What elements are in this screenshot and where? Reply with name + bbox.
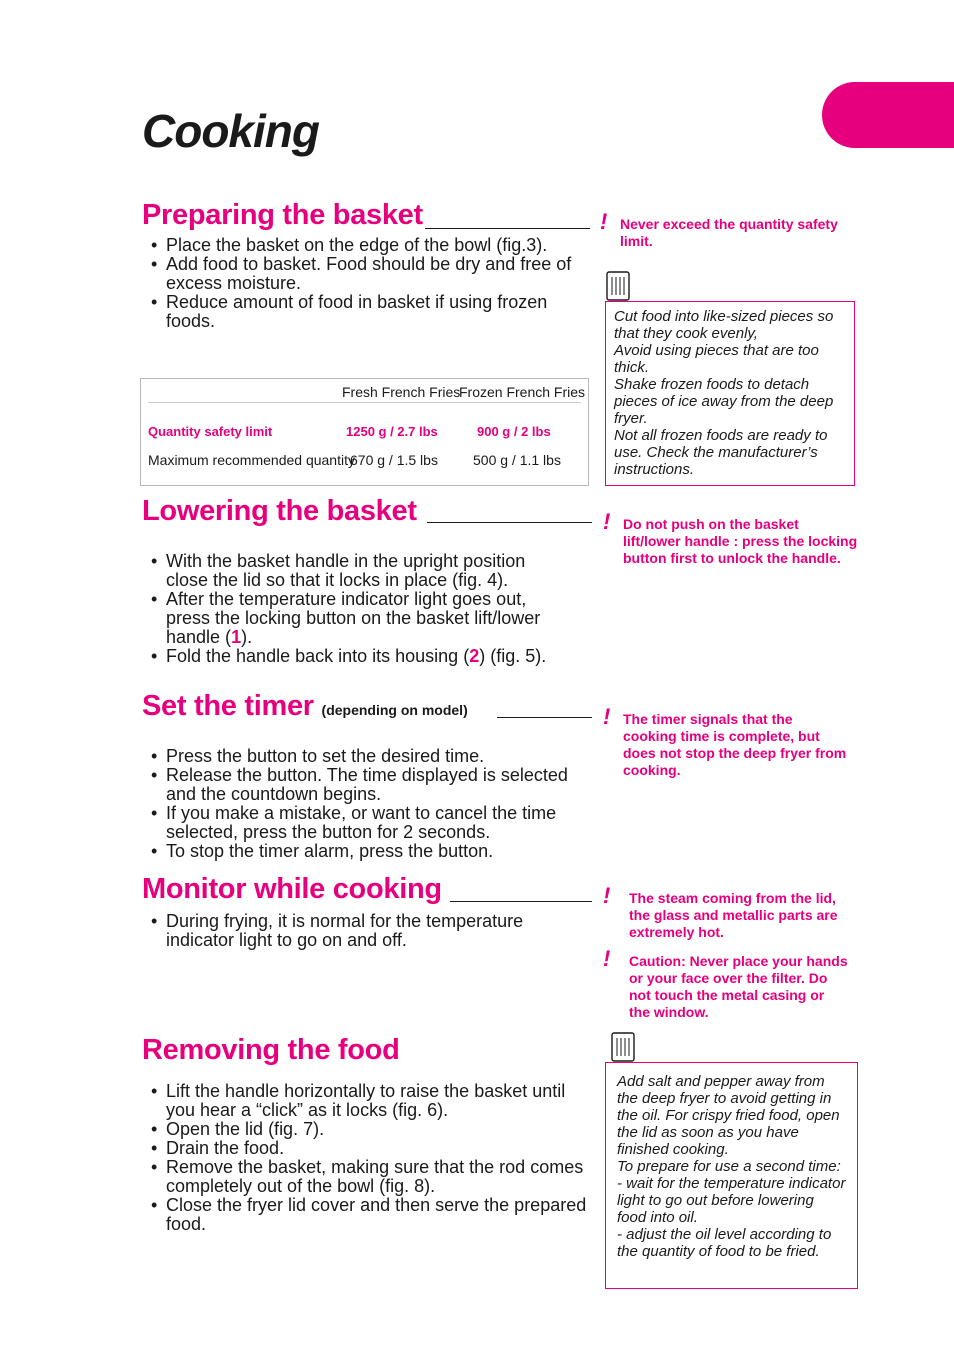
warning-caution: Caution: Never place your hands or your face over the filter. Do not touch the metal casing or the window. [629, 953, 848, 1020]
exclamation-icon: ! [600, 209, 608, 234]
list-item [142, 1196, 587, 1234]
heading-preparing: Preparing the basket [142, 199, 423, 231]
preparing-list [142, 236, 587, 331]
tip-line: To prepare for use a second time: [617, 1158, 841, 1175]
list-item [142, 1139, 587, 1158]
list-item [142, 766, 582, 804]
list-item-text: To stop the timer alarm, press the button. [166, 841, 494, 861]
list-item [142, 552, 562, 590]
column-header-fresh: Fresh French Fries [342, 384, 461, 400]
list-item [142, 590, 562, 647]
list-item-text: Lift the handle horizontally to raise the basket until you hear a “click” as it locks (fig. 6). [166, 1081, 566, 1120]
list-item [142, 236, 587, 255]
list-item [142, 842, 582, 861]
list-item-text: Add food to basket. Food should be dry and free of excess moisture. [166, 254, 572, 293]
monitor-list [142, 912, 590, 950]
notepad-icon [611, 1032, 635, 1062]
safety-fresh-value: 1250 g / 2.7 lbs [346, 424, 438, 439]
column-header-frozen: Frozen French Fries [459, 384, 586, 400]
exclamation-icon: ! [603, 946, 611, 971]
tip-line: Not all frozen foods are ready to use. Check the manufacturer’s instructions. [614, 427, 828, 478]
list-item-text: After the temperature indicator light goes out, press the locking button on the basket lift/lower handle ( [166, 589, 541, 647]
list-item [142, 1082, 587, 1120]
list-item-text: Close the fryer lid cover and then serve the prepared food. [166, 1195, 587, 1234]
list-item-text: Drain the food. [166, 1138, 285, 1158]
list-item [142, 912, 590, 950]
tip-box-cutting [605, 301, 855, 486]
list-item-text: Open the lid (fig. 7). [166, 1119, 325, 1139]
exclamation-icon: ! [603, 704, 611, 729]
figure-ref-1: 1 [231, 627, 242, 647]
row-label-max: Maximum recommended quantity [148, 452, 355, 468]
warning-timer: The timer signals that the cooking time is complete, but does not stop the deep fryer from cooking. [623, 711, 847, 778]
list-item-text: During frying, it is normal for the temperature indicator light to go on and off. [166, 911, 524, 950]
list-item-text: Release the button. The time displayed is selected and the countdown begins. [166, 765, 568, 804]
list-item [142, 1158, 587, 1196]
list-item-text: Place the basket on the edge of the bowl (fig.3). [166, 235, 548, 255]
heading-monitor: Monitor while cooking [142, 873, 442, 905]
heading-rule [497, 717, 592, 718]
list-item-text: Press the button to set the desired time. [166, 746, 485, 766]
warning-steam: The steam coming from the lid, the glass and metallic parts are extremely hot. [629, 890, 838, 940]
table-divider [148, 402, 581, 403]
list-item-text: ). [241, 627, 253, 647]
safety-frozen-value: 900 g / 2 lbs [477, 424, 551, 439]
heading-lowering: Lowering the basket [142, 495, 417, 527]
timer-list [142, 747, 582, 861]
warning-quantity: Never exceed the quantity safety limit. [620, 216, 838, 249]
exclamation-icon: ! [603, 509, 611, 534]
tip-box-serving [605, 1062, 858, 1289]
max-frozen-value: 500 g / 1.1 lbs [473, 452, 561, 468]
max-fresh-value: 670 g / 1.5 lbs [350, 452, 438, 468]
list-item [142, 647, 562, 666]
heading-removing: Removing the food [142, 1034, 400, 1066]
heading-timer-subtitle: (depending on model) [321, 702, 468, 718]
tip-line: Cut food into like-sized pieces so that they cook evenly, [614, 308, 834, 342]
tip-line: - wait for the temperature indicator light to go out before lowering food into oil. [617, 1175, 846, 1226]
list-item [142, 747, 582, 766]
list-item-text: With the basket handle in the upright position close the lid so that it locks in place (fig. 4). [166, 551, 526, 590]
heading-timer-text: Set the timer [142, 690, 314, 722]
list-item [142, 1120, 587, 1139]
list-item-text: Remove the basket, making sure that the rod comes completely out of the bowl (fig. 8). [166, 1157, 584, 1196]
removing-list [142, 1082, 587, 1234]
tip-line: Add salt and pepper away from the deep fryer to avoid getting in the oil. For crispy fried food, open the lid as soon as you have finished cooking. [617, 1073, 840, 1158]
heading-rule [427, 522, 592, 523]
list-item-text: Fold the handle back into its housing ( [166, 646, 470, 666]
list-item [142, 293, 587, 331]
tip-line: - adjust the oil level according to the quantity of food to be fried. [617, 1226, 832, 1260]
list-item-text: Reduce amount of food in basket if using frozen foods. [166, 292, 548, 331]
page-title: Cooking [142, 105, 319, 157]
lowering-list [142, 552, 562, 666]
list-item-text: If you make a mistake, or want to cancel the time selected, press the button for 2 seconds. [166, 803, 557, 842]
exclamation-icon: ! [603, 883, 611, 908]
list-item [142, 255, 587, 293]
list-item [142, 804, 582, 842]
heading-rule [450, 901, 592, 902]
tip-line: Avoid using pieces that are too thick. [614, 342, 819, 376]
figure-ref-2: 2 [469, 646, 480, 666]
heading-rule [425, 228, 590, 229]
page-tab-marker [822, 82, 954, 148]
heading-timer [142, 690, 468, 723]
quantity-table [140, 378, 589, 486]
warning-handle: Do not push on the basket lift/lower handle : press the locking button first to unlock the handle. [623, 516, 858, 566]
notepad-icon [606, 271, 630, 301]
tip-line: Shake frozen foods to detach pieces of ice away from the deep fryer. [614, 376, 834, 427]
row-label-safety: Quantity safety limit [148, 424, 273, 439]
list-item-text: ) (fig. 5). [479, 646, 547, 666]
